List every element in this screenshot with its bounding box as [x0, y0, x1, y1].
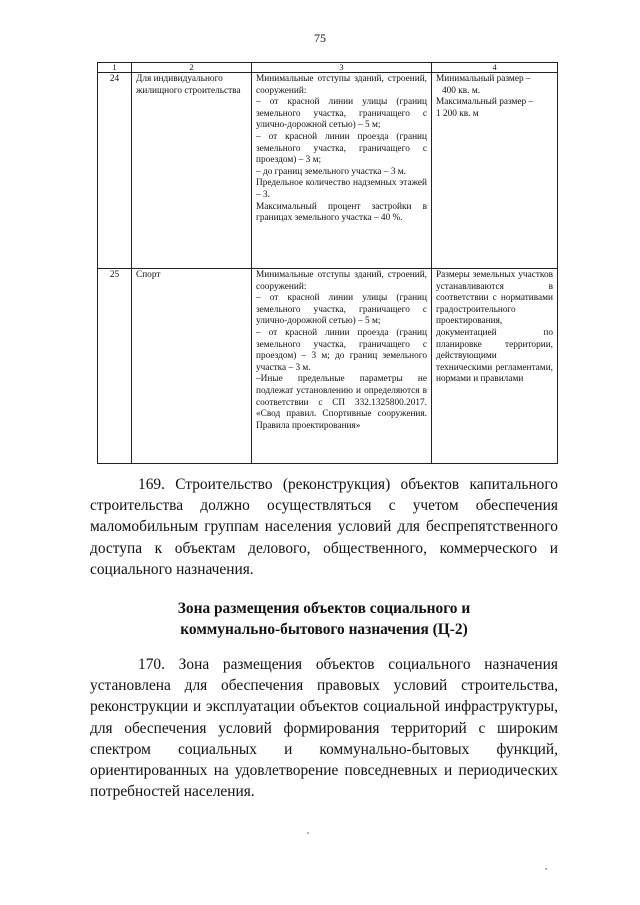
zoning-parameters-table	[97, 62, 558, 464]
param-line: – от красной линии улицы (границ земельного участка, граничащего с улично-дорожной сетью) – 5 м;	[256, 97, 427, 131]
building-parameters	[252, 73, 432, 269]
param-line: – от красной линии проезда (границ земельного участка, граничащего с проездом) – 3 м;	[256, 131, 427, 166]
table-row	[98, 73, 558, 269]
row-number: 25	[98, 269, 132, 464]
page-number: 75	[314, 31, 326, 45]
param-line: – до границ земельного участка – 3 м.	[256, 166, 406, 177]
section-heading	[90, 598, 558, 640]
size-line: 1 200 кв. м	[436, 108, 479, 119]
plot-size-limits	[432, 269, 558, 464]
size-line: Максимальный размер –	[436, 97, 534, 108]
size-line: Минимальный размер –	[436, 74, 531, 84]
section-heading-line-2: коммунально-бытового назначения (Ц-2)	[180, 621, 468, 638]
param-line: Минимальные отступы зданий, строений, сооружений:	[256, 74, 427, 96]
param-line: –Иные предельные параметры не подлежат установлению и определяются в соответствии с СП 332.1325800.2017. «Свод правил. Спортивные сооружения. Правила проектирования»	[256, 374, 427, 431]
param-line: Минимальные отступы зданий, строений, сооружений:	[256, 270, 427, 292]
row-number: 24	[98, 73, 132, 269]
table-row	[98, 269, 558, 464]
param-line: – от красной линии улицы (границ земельного участка, граничащего с улично-дорожной сетью) – 5 м;	[256, 293, 427, 327]
size-line: 400 кв. м.	[442, 85, 481, 96]
column-header-2: 2	[132, 63, 252, 73]
param-line: – от красной линии проезда (границ земельного участка, граничащего с проездом) – 3 м; до границ земельного участка – 3 м.	[256, 327, 427, 373]
param-line: Предельное количество надземных этажей – 3.	[256, 178, 427, 200]
paragraph-169: 169. Строительство (реконструкция) объектов капитального строительства должно осуществляться с учетом обеспечения маломобильным группам населения условий для беспрепятственного доступа к объектам делового, общественного, коммерческого и социального назначения.	[90, 476, 558, 578]
building-parameters	[252, 269, 432, 464]
scan-speck	[545, 868, 547, 870]
column-header-1: 1	[98, 63, 132, 73]
scan-speck	[307, 832, 309, 834]
land-use-type: Спорт	[132, 269, 252, 464]
plot-size-limits	[432, 73, 558, 269]
table-header-row	[98, 63, 558, 73]
param-line: Максимальный процент застройки в границах земельного участка – 40 %.	[256, 201, 427, 224]
land-use-type: Для индивидуального жилищного строительства	[132, 73, 252, 269]
column-header-4: 4	[432, 63, 558, 73]
section-heading-line-1: Зона размещения объектов социального и	[177, 600, 471, 617]
size-line: Размеры земельных участков устанавливаются в соответствии с нормативами градостроительного проектирования, документацией по планировке территории, действующими техническими регламентами, нормами и правилами	[436, 270, 553, 385]
paragraph-170: 170. Зона размещения объектов социального назначения установлена для обеспечения правовых условий строительства, реконструкции и эксплуатации объектов социальной инфраструктуры, для обеспечения условий формирования территорий с широким спектром социальных и коммунально-бытовых функций, ориентированных на удовлетворение повседневных и периодических потребностей населения.	[90, 656, 558, 801]
column-header-3: 3	[252, 63, 432, 73]
